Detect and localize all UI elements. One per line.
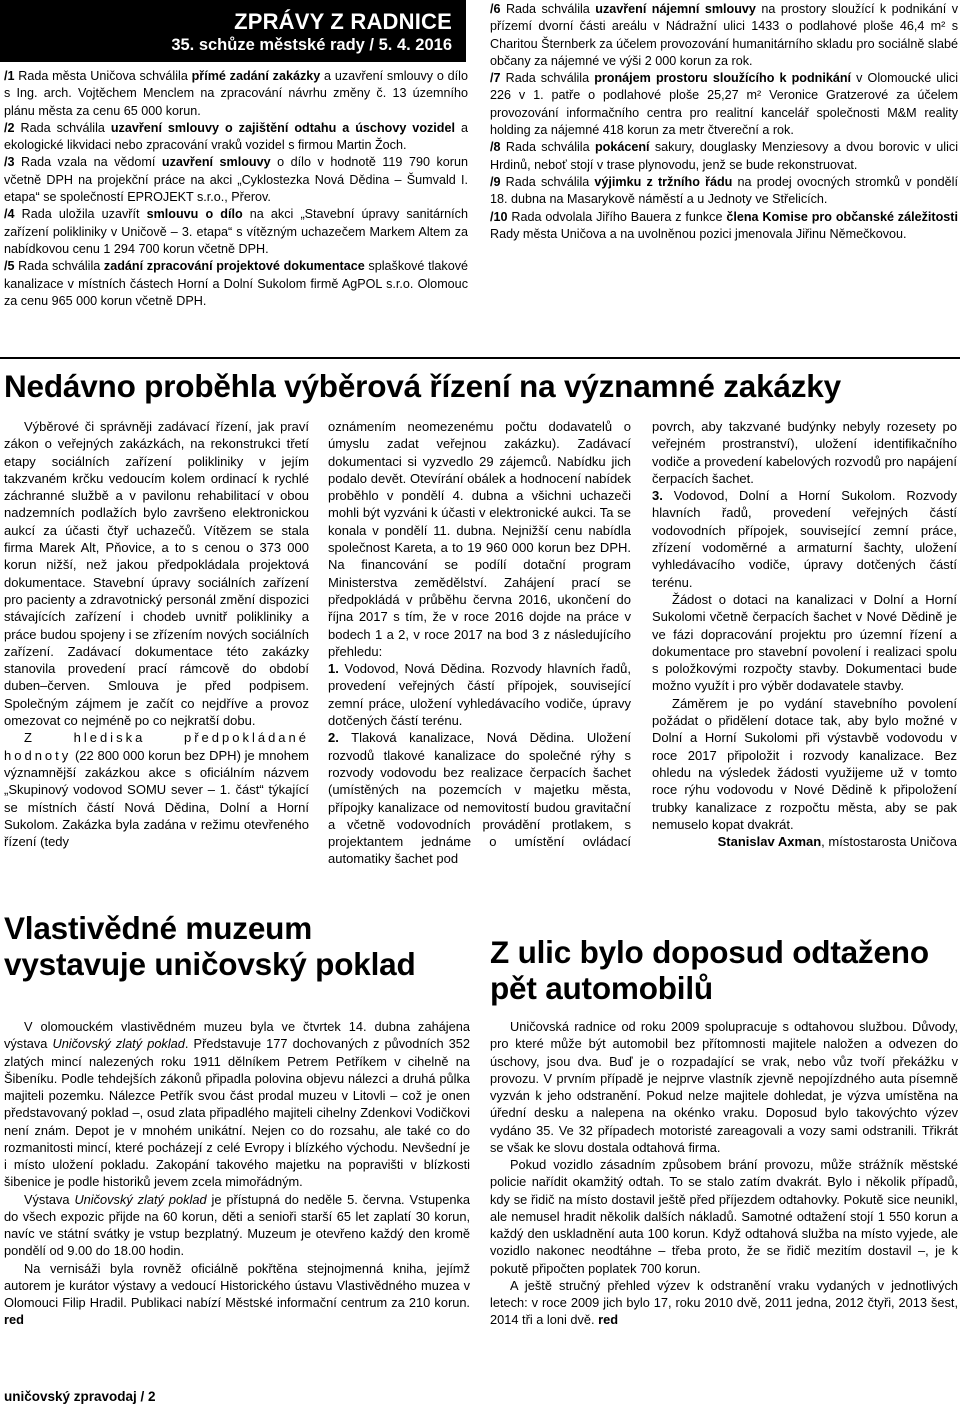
museum-body <box>4 1018 470 1329</box>
news-item: /4 Rada uložila uzavřít smlouvu o dílo na akci „Stavební úpravy sanitárních zařízení polikliniky v Uničově – 3. etapa“ s vítězným uchazečem Markem Altem za nabídkovou cenu 1 294 700 korun včetně DPH. <box>4 207 468 256</box>
tenders-paragraph: Z hlediska předpokládané hodnoty (22 800 000 korun bez DPH) je mnohem významnější zakázkou akce s oficiálním názvem „Skupinový vodovod SOMU sever – 1. část“ týkající se místních částí Nová Dědina, Dolní a Horní Sukolom. Zakázka byla zadána v režimu otevřeného řízení (tedy <box>4 730 309 850</box>
section-divider <box>0 357 960 359</box>
tenders-paragraph: oznámením neomezenému počtu dodavatelů o úmyslu zadat veřejnou zakázku). Zadávací dokumentaci si vyzvedlo 29 zájemců. Nabídku jich podalo devět. Otevírání obálek a hodnocení nabídek proběhlo v pondělí 4. dubna a všichni uchazeči mohli být vyzváni k účasti v elektronické aukci. Ta se konala v pondělí 11. dubna. Nejnižší cenu nabídla společnost Kareta, a to 19 960 000 korun bez DPH. Na financování se podílí dotační program Ministerstva zemědělství. Zahájení prací se předpokládá v průběhu června 2016, ukončení do října 2017 s tím, že v roce 2016 dojde na práce v bodech 1 a 2, v roce 2017 na bod 3 z následujícího přehledu: <box>328 419 631 659</box>
news-item: /1 Rada města Uničova schválila přímé zadání zakázky a uzavření smlouvy o dílo s Ing. arch. Vojtěchem Menclem na zpracování návrhu změny č. 13 územního plánu města za cenu 65 000 korun. <box>4 69 468 118</box>
museum-paragraph: Výstava Uničovský zlatý poklad je přístupná do neděle 5. června. Vstupenka do všech expozic přijde na 60 korun, děti a senioři starší 65 let zaplatí 30 korun, navíc ve státní svátky je vstup bezplatný. Muzeum je otevřeno každý den kromě pondělí od 9.00 do 18.00 hodin. <box>4 1191 470 1259</box>
towing-headline-line: Z ulic bylo doposud odtaženo <box>490 934 929 970</box>
news-column-right <box>490 1 958 243</box>
page-footer: uničovský zpravodaj / 2 <box>4 1389 156 1404</box>
towing-paragraph: Pokud vozidlo zásadním způsobem brání provozu, může strážník městské policie nařídit okamžitý odtah. To se stalo zatím dvakrát. Bylo i několik případů, kdy se řidič na místo dostavil ještě před příjezdem odtahovky. Pokutě sice neunikl, ale nemusel hradit několik dalších nákladů. Samotné odtažení stojí 1 550 korun a každý den uskladnění auta 100 korun. Když odtahová služba na místo vyjede, ale vozidlo nakonec neodtáhne – třeba proto, že se řidič mezitím dostavil –, je k pokutě připočten poplatek 700 korun. <box>490 1157 958 1276</box>
towing-body <box>490 1018 958 1329</box>
news-item: /9 Rada schválila výjimku z tržního řádu na prodej ovocných stromků v pondělí 18. dubna na Masarykově náměstí a u Jednoty ve Střelicích. <box>490 174 958 207</box>
tenders-signature: Stanislav Axman, místostarosta Uničova <box>717 834 957 850</box>
museum-headline <box>4 910 470 982</box>
tenders-column-3 <box>652 418 957 850</box>
news-item: /6 Rada schválila uzavření nájemní smlouvy na prostory sloužící k podnikání v přízemí dvorní části areálu v Nádražní ulici 1433 o podlahové ploše 46,4 m² s Charitou Šternberk za účelem provozování humanitárního skladu pro sociálně slabé občany za nájemné ve výši 2 000 korun za rok. <box>490 2 958 68</box>
tenders-paragraph: Záměrem je po vydání stavebního povolení požádat o přidělení dotace tak, aby bylo možné v Dolní a Horní Sukolomi při výstavbě vodovodu v roce 2017 připoložit i rozvody kanalizace. Bez ohledu na výsledek žádosti využijeme už v tomto roce rýhu vodovodu v Nové Dědině k připoložení trubky kanalizace z rozpočtu města, aby se pak nemuselo kopat dvakrát. <box>652 695 957 832</box>
tenders-paragraph: povrch, aby takzvané budýnky nebyly rozesety po veřejném prostranství), uložení identifikačního vodiče a provedení kabelových rozvodů pro napájení čerpacích šachet. <box>652 419 957 486</box>
news-column-left <box>4 68 468 310</box>
tenders-column-2 <box>328 418 631 868</box>
tenders-list-item: 3. Vodovod, Dolní a Horní Sukolom. Rozvody hlavních řadů, provedení veřejných částí vodovodních přípojek, související zemní práce, zřízení vodoměrné a armaturní šachty, uložení vyhledávacího vodiče, úpravy dotčených částí terénu. <box>652 488 957 590</box>
news-header-subtitle: 35. schůze městské rady / 5. 4. 2016 <box>171 36 452 54</box>
news-item: /10 Rada odvolala Jiřího Bauera z funkce člena Komise pro občanské záležitosti Rady města Uničova a na uvolněnou pozici jmenovala Jiřinu Němečkovou. <box>490 209 958 241</box>
tenders-paragraph: Výběrové či správněji zadávací řízení, jak praví zákon o veřejných zakázkách, na rekonstrukci třetí etapy sociálních zařízení polikliniky v jejím takzvaném krčku vedoucím kolem ordinací k rychlé záchranné službě a v pavilonu rehabilitací v obou nadzemních podlažích bylo završeno elektronickou aukcí za účasti čtyř uchazečů. Vítězem se stala firma Marek Alt, Pňovice, a to s cenou o 373 000 korun nižší, než jakou předpokládala projektová dokumentace. Stavební úpravy sociálních zařízení pro pacienty a zdravotnický personál změní dispozici stávajících zařízení i chodeb uvnitř polikliniky a práce budou spojeny i se zřízením nových sociálních zařízení. Zadávací dokumentace této zakázky stanovila provedení prací rámcově do období duben–červen. Smlouva je před podpisem. Společným zájmem je začít co nejdříve a provoz omezovat co nejméně po co nejkratší dobu. <box>4 419 309 729</box>
museum-headline-line: vystavuje uničovský poklad <box>4 946 416 982</box>
tenders-paragraph: Žádost o dotaci na kanalizaci v Dolní a Horní Sukolomi včetně čerpacích šachet v Nové Dědině je ve fázi dopracování projektu pro územní řízení a dokumentace pro stavební povolení i realizaci spolu s položkovými rozpočty stavby. Dokumentaci bude možno využít i pro výběr dodavatele stavby. <box>652 591 957 694</box>
towing-paragraph: A ještě stručný přehled výzev k odstranění vraku vydaných v jednotlivých letech: v roce 2009 jich bylo 17, roku 2010 dvě, 2011 jedna, 2012 čtyři, 2013 šest, 2014 tři a loni dvě. red <box>490 1277 958 1328</box>
towing-headline <box>490 934 958 1006</box>
news-header <box>0 0 466 62</box>
towing-paragraph: Uničovská radnice od roku 2009 spolupracuje s odtahovou službou. Důvody, pro které může být automobil bez přítomnosti majitele naložen a odvezen do úschovy, jsou dva. Buď je o rozpadající se vrak, nebo vůz tvoří překážku v provozu. V prvním případě je nejprve vlastník zjevně nepojízdného auta písemně vyzván k jeho odstranění. Pokud nelze majitele dohledat, je výzva umístěna na úřední desku a nalepena na okénko vraku. Doposud bylo takovýchto výzev vydáno 35. Ve 32 případech motoristé zareagovali a vozy sami odstranili. Třikrát se však ke slovu dostala odtahová firma. <box>490 1019 958 1155</box>
news-item: /7 Rada schválila pronájem prostoru sloužícího k podnikání v Olomoucké ulici 226 v 1. patře o podlahové ploše 25,27 m² Veronice Gratzerové za účelem provozování informačního centra pro realitní kancelář společnosti M&M reality holding za nájemné 418 korun za metr čtvereční a rok. <box>490 71 958 138</box>
news-item: /5 Rada schválila zadání zpracování projektové dokumentace splaškové tlakové kanalizace v místních částech Horní a Dolní Sukolom firmě AgPOL s.r.o. Olomouc za cenu 965 000 korun včetně DPH. <box>4 259 468 308</box>
tenders-headline: Nedávno proběhla výběrová řízení na významné zakázky <box>4 368 841 404</box>
news-item: /2 Rada schválila uzavření smlouvy o zajištění odtahu a úschovy vozidel a ekologické likvidaci nebo zpracování vraků vozidel s firmou Martin Žoch. <box>4 120 468 153</box>
museum-headline-line: Vlastivědné muzeum <box>4 910 313 946</box>
news-item: /3 Rada vzala na vědomí uzavření smlouvy o dílo v hodnotě 119 790 korun včetně DPH na projekční práce na akci „Cyklostezka Nová Dědina – Šumvald I. etapa“ se společností EPROJEKT s.r.o., Přerov. <box>4 155 468 205</box>
tenders-column-1 <box>4 418 309 850</box>
tenders-list-item: 1. Vodovod, Nová Dědina. Rozvody hlavních řadů, provedení veřejných částí přípojek, související zemní práce, uložení vyhledávacího vodiče, úpravy dotčených částí terénu. <box>328 661 631 729</box>
news-item: /8 Rada schválila pokácení sakury, douglasky Menziesovy a dvou borovic v ulici Hrdinů, neboť stojí v trase plynovodu, jenž se bude rekonstruovat. <box>490 140 958 172</box>
tenders-list-item: 2. Tlaková kanalizace, Nová Dědina. Uložení rozvodů tlakové kanalizace do společné rýhy s rozvody vodovodu bez realizace čerpacích šachet (umístěných na pozemcích v majetku města, přípojky kanalizace od nemovitostí budou gravitační a včetně vodovodních provádění protlakem, s projektantem jednáme o umístění ovládací automatiky šachet pod <box>328 730 631 867</box>
museum-paragraph: Na vernisáži byla rovněž oficiálně pokřtěna stejnojmenná kniha, jejímž autorem je kurátor výstavy a vedoucí Historického ústavu Vlastivědného muzea v Olomouci Filip Hradil. Publikaci nabízí Městské informační centrum za 210 korun. red <box>4 1260 470 1328</box>
museum-paragraph: V olomouckém vlastivědném muzeu byla ve čtvrtek 14. dubna zahájena výstava Uničovský zlatý poklad. Představuje 177 dochovaných z původních 352 zlatých mincí nalezených roku 1911 dělníkem Petrem Petříkem v cihelně na Šibeníku. Podle tehdejších zákonů připadla polovina objevu nálezci a druhá půlka majiteli pozemku. Nálezce Petřík svou část prodal muzeu v Litovli – což je onen představovaný poklad –, osud zlata připadlého majiteli cihelny Zdenkovi Vodičkovi není znám. Depot je v mnohém unikátní. Nejen co do rozsahu, ale také co do rozmanitosti mincí, které pocházejí z celé Evropy i blízkého východu. Nevšední je i místo uložení pokladu. Zakopání takového majetku na popravišti v blízkosti šibenice je podle historiků jevem zcela mimořádným. <box>4 1019 470 1190</box>
news-header-title: ZPRÁVY Z RADNICE <box>234 9 452 34</box>
towing-headline-line: pět automobilů <box>490 970 713 1006</box>
